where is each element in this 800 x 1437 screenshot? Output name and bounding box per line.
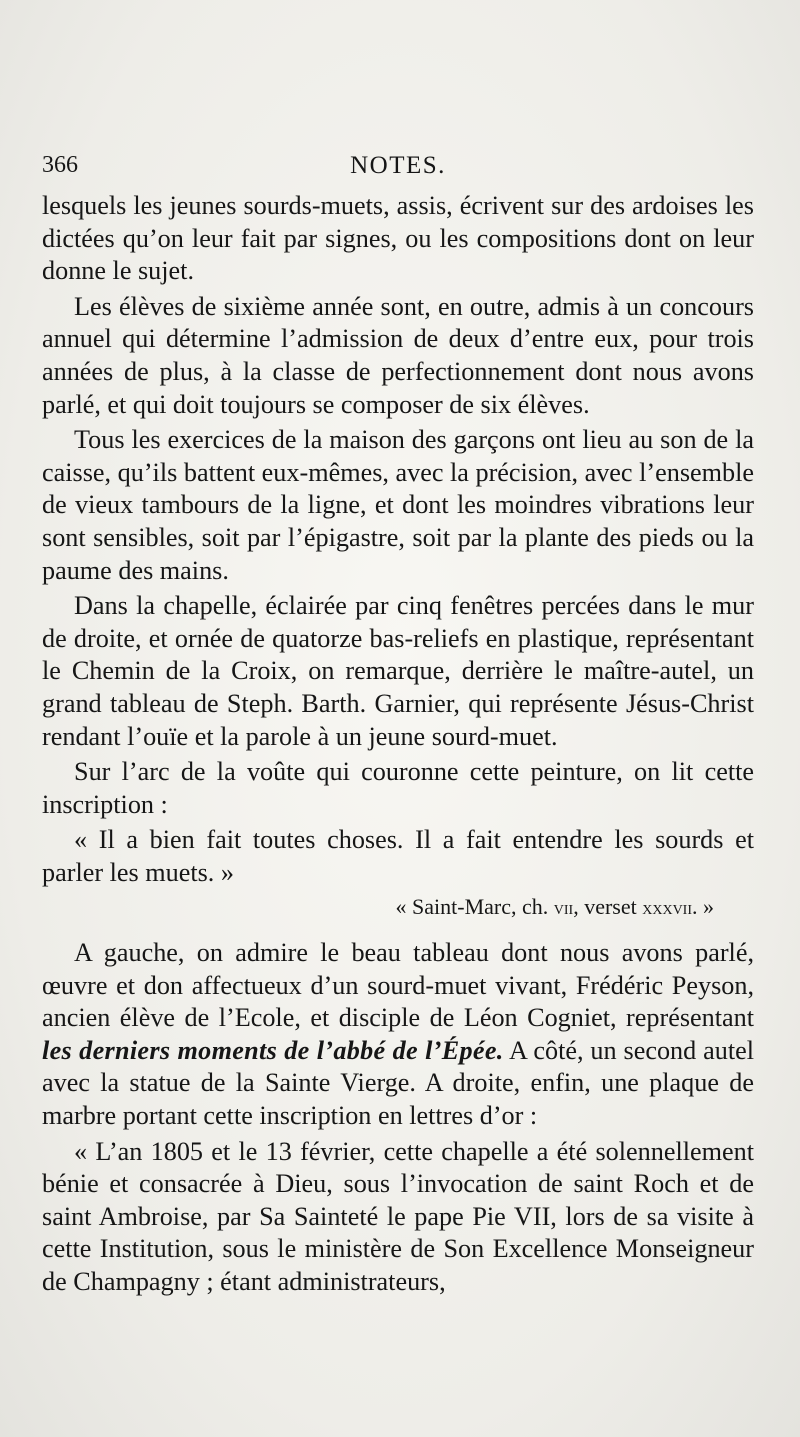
attribution-chapter: vii [553, 897, 574, 920]
painting-title: les derniers moments de l’abbé de l’Épée. [42, 1035, 504, 1065]
page-number: 366 [42, 152, 78, 178]
paragraph-inscription-intro: Sur l’arc de la voûte qui couronne cette peinture, on lit cette inscription : [42, 757, 754, 819]
attribution-middle: , verset [573, 894, 643, 920]
attribution-verse: xxxvii [642, 897, 692, 920]
attribution-prefix: « Saint-Marc, ch. [395, 894, 554, 920]
paragraph-gauche [42, 937, 754, 1133]
page-header [42, 152, 754, 188]
paragraph-gauche-after: A côté, un second autel avec la statue de la Sainte Vierge. A droite, enfin, une plaque de marbre portant cette inscription en lettres d’or : [42, 1035, 754, 1131]
attribution-suffix: . » [692, 894, 714, 920]
paragraph-chapelle: Dans la chapelle, éclairée par cinq fenêtres percées dans le mur de droite, et ornée de quatorze bas-reliefs en plastique, représentant le Chemin de la Croix, on remarque, derrière le maître-autel, un grand tableau de Steph. Barth. Garnier, qui représente Jésus-Christ rendant l’ouïe et la parole à un jeune sourd-muet. [42, 591, 754, 751]
paragraph-exercices: Tous les exercices de la maison des garçons ont lieu au son de la caisse, qu’ils battent eux-mêmes, avec la précision, avec l’ensemble de vieux tambours de la ligne, et dont les moindres vibrations leur sont sensibles, soit par l’épigastre, soit par la plante des pieds ou la paume des mains. [42, 425, 754, 585]
paragraph-gauche-before: A gauche, on admire le beau tableau dont nous avons parlé, œuvre et don affectueux d’un sourd-muet vivant, Frédéric Peyson, ancien élève de l’Ecole, et disciple de Léon Cogniet, représentant [42, 938, 754, 1033]
running-title: NOTES. [350, 152, 446, 179]
quotation-attribution [42, 891, 754, 925]
paragraph-plaque: « L’an 1805 et le 13 février, cette chapelle a été solennellement bénie et consacrée à Dieu, sous l’invocation de saint Roch et de saint Ambroise, par Sa Sainteté le pape Pie VII, lors de sa visite à cette Institution, sous le ministère de Son Excellence Monseigneur de Champagny ; étant administrateurs, [42, 1136, 754, 1296]
body-text [42, 190, 754, 1299]
paragraph-quotation: « Il a bien fait toutes choses. Il a fait entendre les sourds et parler les muets. » [42, 825, 754, 887]
paragraph-concours: Les élèves de sixième année sont, en outre, admis à un concours annuel qui détermine l’admission de deux d’entre eux, pour trois années de plus, à la classe de perfectionnement dont nous avons parlé, et qui doit toujours se composer de six élèves. [42, 291, 754, 419]
paragraph-continuation: lesquels les jeunes sourds-muets, assis, écrivent sur des ardoises les dictées qu’on leur fait par signes, ou les compositions dont on leur donne le sujet. [42, 191, 754, 286]
